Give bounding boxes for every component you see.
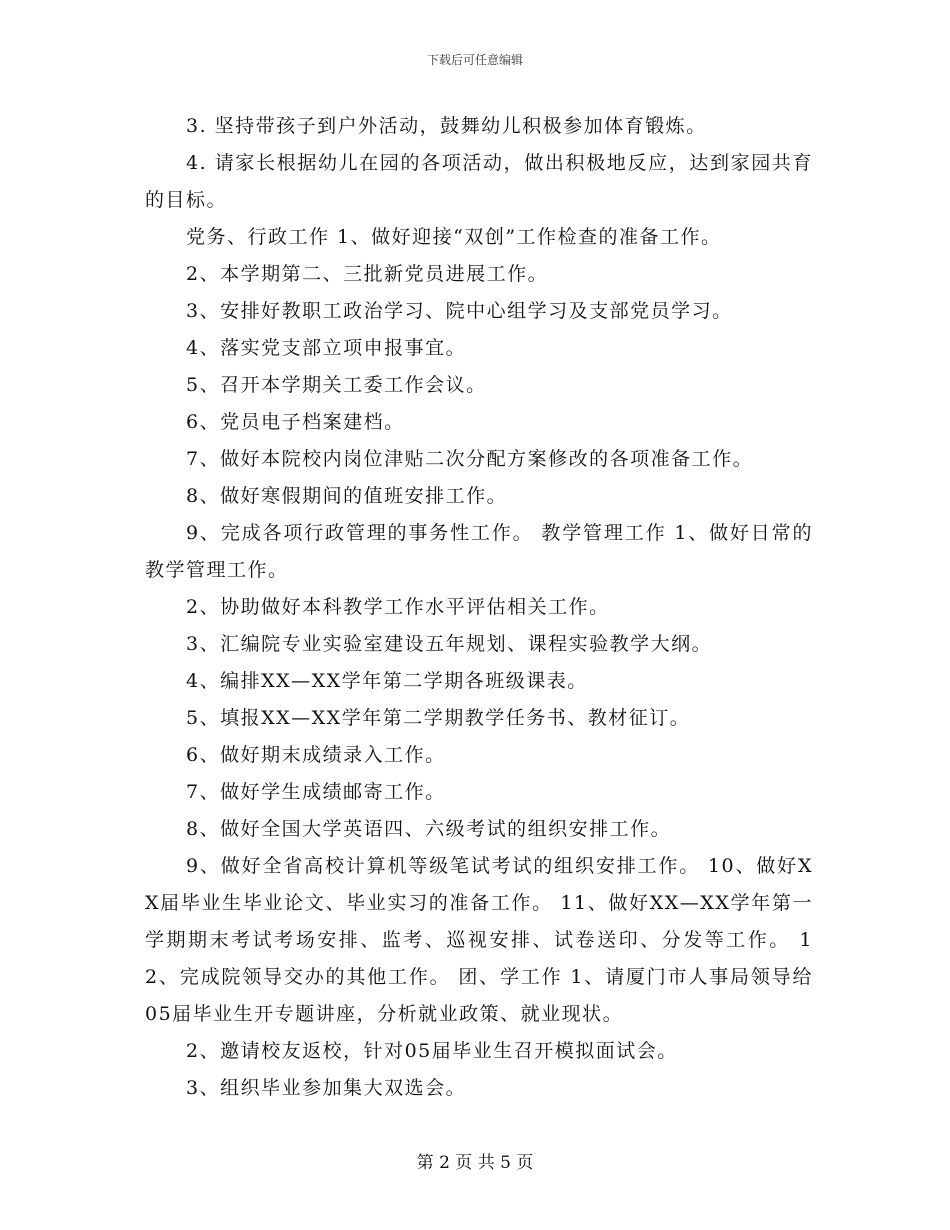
paragraph: 8、做好全国大学英语四、六级考试的组织安排工作。 (186, 818, 672, 840)
page-header-note: 下载后可任意编辑 (426, 53, 523, 67)
paragraph: 3、汇编院专业实验室建设五年规划、课程实验教学大纲。 (186, 633, 713, 655)
paragraph: 2、邀请校友返校，针对05届毕业生召开模拟面试会。 (186, 1040, 678, 1062)
paragraph: 2、协助做好本科教学工作水平评估相关工作。 (186, 596, 610, 618)
page-number-footer: 第 2 页 共 5 页 (416, 1153, 534, 1173)
paragraph: 3、安排好教职工政治学习、院中心组学习及支部党员学习。 (186, 300, 733, 322)
paragraph: 4、落实党支部立项申报事宜。 (186, 337, 467, 359)
paragraph: 3. 坚持带孩子到户外活动，鼓舞幼儿积极参加体育锻炼。 (186, 115, 707, 137)
paragraph: 2、本学期第二、三批新党员进展工作。 (186, 263, 549, 285)
paragraph: 7、做好本院校内岗位津贴二次分配方案修改的各项准备工作。 (186, 448, 754, 470)
paragraph: 5、召开本学期关工委工作会议。 (186, 374, 487, 396)
document-body (145, 108, 813, 1107)
paragraph: 3、组织毕业参加集大双选会。 (186, 1077, 467, 1099)
paragraph: 9、做好全省高校计算机等级笔试考试的组织安排工作。 10、做好XX届毕业生毕业论文、毕业实习的准备工作。 11、做好XX—XX学年第一学期期末考试考场安排、监考、巡视安排、试卷送印、分发等工作。 12、完成院领导交办的其他工作。 团、学工作 1、请厦门市人事局领导给05届毕业生开专题讲座，分析就业政策、就业现状。 (145, 855, 813, 1025)
paragraph: 4. 请家长根据幼儿在园的各项活动，做出积极地反应，达到家园共育的目标。 (145, 152, 813, 211)
paragraph: 6、做好期末成绩录入工作。 (186, 744, 446, 766)
paragraph: 5、填报XX—XX学年第二学期教学任务书、教材征订。 (186, 707, 691, 729)
paragraph: 9、完成各项行政管理的事务性工作。 教学管理工作 1、做好日常的教学管理工作。 (145, 522, 813, 581)
paragraph: 党务、行政工作 1、做好迎接“双创”工作检查的准备工作。 (186, 226, 722, 248)
paragraph: 4、编排XX—XX学年第二学期各班级课表。 (186, 670, 588, 692)
paragraph: 6、党员电子档案建档。 (186, 411, 405, 433)
paragraph: 7、做好学生成绩邮寄工作。 (186, 781, 446, 803)
paragraph: 8、做好寒假期间的值班安排工作。 (186, 485, 508, 507)
